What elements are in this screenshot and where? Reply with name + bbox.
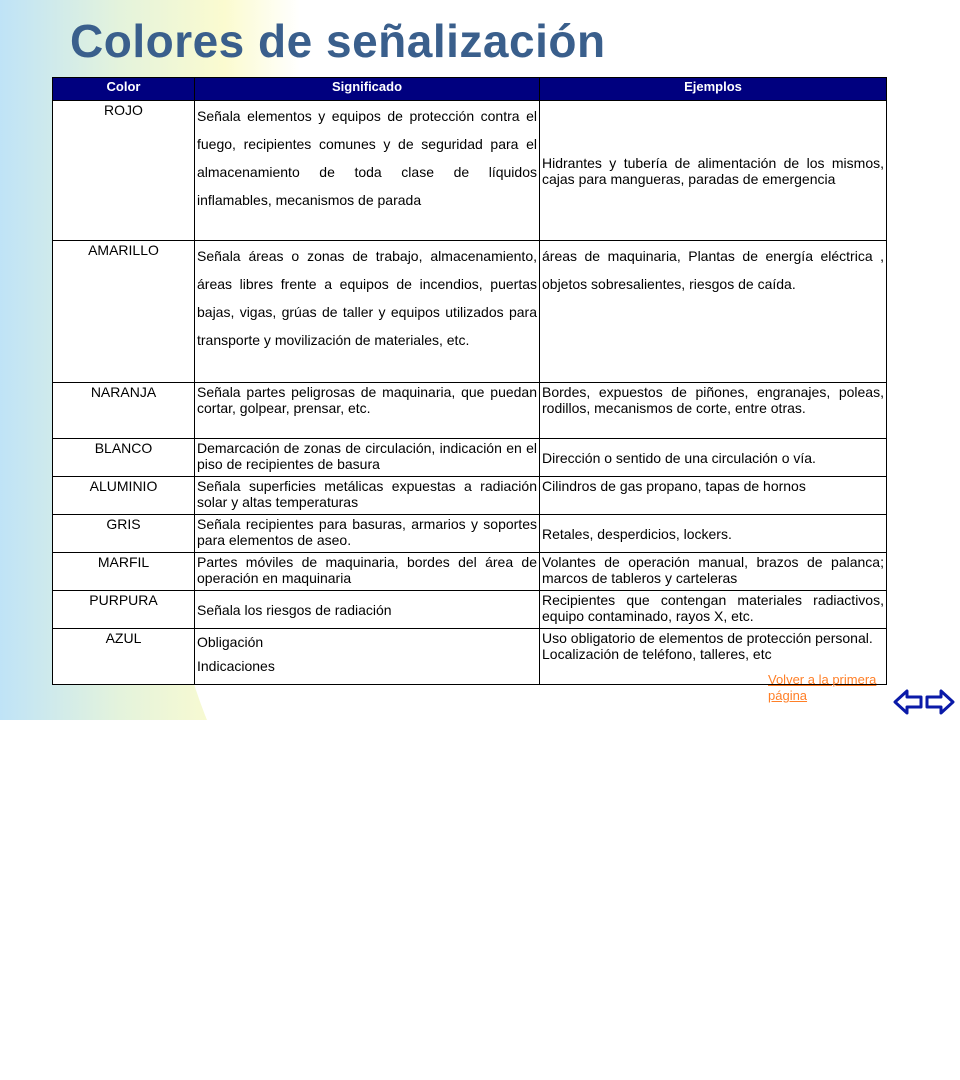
ejemplos-cell: Cilindros de gas propano, tapas de hornos bbox=[540, 477, 887, 515]
table-row bbox=[53, 515, 887, 553]
color-cell: PURPURA bbox=[53, 591, 195, 629]
significado-cell: Señala superficies metálicas expuestas a radiación solar y altas temperaturas bbox=[195, 477, 540, 515]
arrow-right-icon[interactable] bbox=[925, 688, 955, 721]
significado-line: Obligación bbox=[197, 634, 264, 650]
significado-cell: Señala partes peligrosas de maquinaria, que puedan cortar, golpear, prensar, etc. bbox=[195, 383, 540, 439]
color-cell: ROJO bbox=[53, 101, 195, 241]
color-cell: NARANJA bbox=[53, 383, 195, 439]
table-row bbox=[53, 591, 887, 629]
color-cell: ALUMINIO bbox=[53, 477, 195, 515]
ejemplos-cell: Bordes, expuestos de piñones, engranajes, poleas, rodillos, mecanismos de corte, entre otras. bbox=[540, 383, 887, 439]
ejemplos-cell: Dirección o sentido de una circulación o vía. bbox=[540, 439, 887, 477]
page-title: Colores de señalización bbox=[70, 15, 606, 67]
header-significado: Significado bbox=[195, 78, 540, 101]
significado-cell: Señala los riesgos de radiación bbox=[195, 591, 540, 629]
table-row bbox=[53, 477, 887, 515]
ejemplos-line: Localización de teléfono, talleres, etc bbox=[542, 646, 772, 662]
colors-table bbox=[52, 77, 887, 685]
significado-cell bbox=[195, 629, 540, 685]
significado-cell: Señala recipientes para basuras, armarios y soportes para elementos de aseo. bbox=[195, 515, 540, 553]
color-cell: AMARILLO bbox=[53, 241, 195, 383]
table-row bbox=[53, 383, 887, 439]
link-line-2: página bbox=[768, 688, 808, 703]
back-to-first-page-link[interactable] bbox=[768, 672, 876, 704]
ejemplos-cell: Retales, desperdicios, lockers. bbox=[540, 515, 887, 553]
link-line-1: Volver a la primera bbox=[768, 672, 877, 687]
color-cell: GRIS bbox=[53, 515, 195, 553]
ejemplos-cell: Volantes de operación manual, brazos de palanca; marcos de tableros y carteleras bbox=[540, 553, 887, 591]
ejemplos-cell: áreas de maquinaria, Plantas de energía eléctrica , objetos sobresalientes, riesgos de caída. bbox=[540, 241, 887, 383]
table-header-row bbox=[53, 78, 887, 101]
color-cell: BLANCO bbox=[53, 439, 195, 477]
color-cell: MARFIL bbox=[53, 553, 195, 591]
table-row bbox=[53, 629, 887, 685]
header-color: Color bbox=[53, 78, 195, 101]
significado-line: Indicaciones bbox=[197, 658, 275, 674]
ejemplos-cell: Hidrantes y tubería de alimentación de los mismos, cajas para mangueras, paradas de emergencia bbox=[540, 101, 887, 241]
ejemplos-cell: Recipientes que contengan materiales radiactivos, equipo contaminado, rayos X, etc. bbox=[540, 591, 887, 629]
table-row bbox=[53, 101, 887, 241]
significado-cell: Demarcación de zonas de circulación, indicación en el piso de recipientes de basura bbox=[195, 439, 540, 477]
significado-cell: Partes móviles de maquinaria, bordes del área de operación en maquinaria bbox=[195, 553, 540, 591]
table-row bbox=[53, 439, 887, 477]
table-row bbox=[53, 241, 887, 383]
header-ejemplos: Ejemplos bbox=[540, 78, 887, 101]
significado-cell: Señala áreas o zonas de trabajo, almacenamiento, áreas libres frente a equipos de incendios, puertas bajas, vigas, grúas de taller y equipos utilizados para transporte y movilización de materiales, etc. bbox=[195, 241, 540, 383]
table-row bbox=[53, 553, 887, 591]
ejemplos-line: Uso obligatorio de elementos de protección personal. bbox=[542, 630, 873, 646]
color-cell: AZUL bbox=[53, 629, 195, 685]
arrow-left-icon[interactable] bbox=[893, 688, 923, 721]
significado-cell: Señala elementos y equipos de protección contra el fuego, recipientes comunes y de seguridad para el almacenamiento de toda clase de líquidos inflamables, mecanismos de parada bbox=[195, 101, 540, 241]
